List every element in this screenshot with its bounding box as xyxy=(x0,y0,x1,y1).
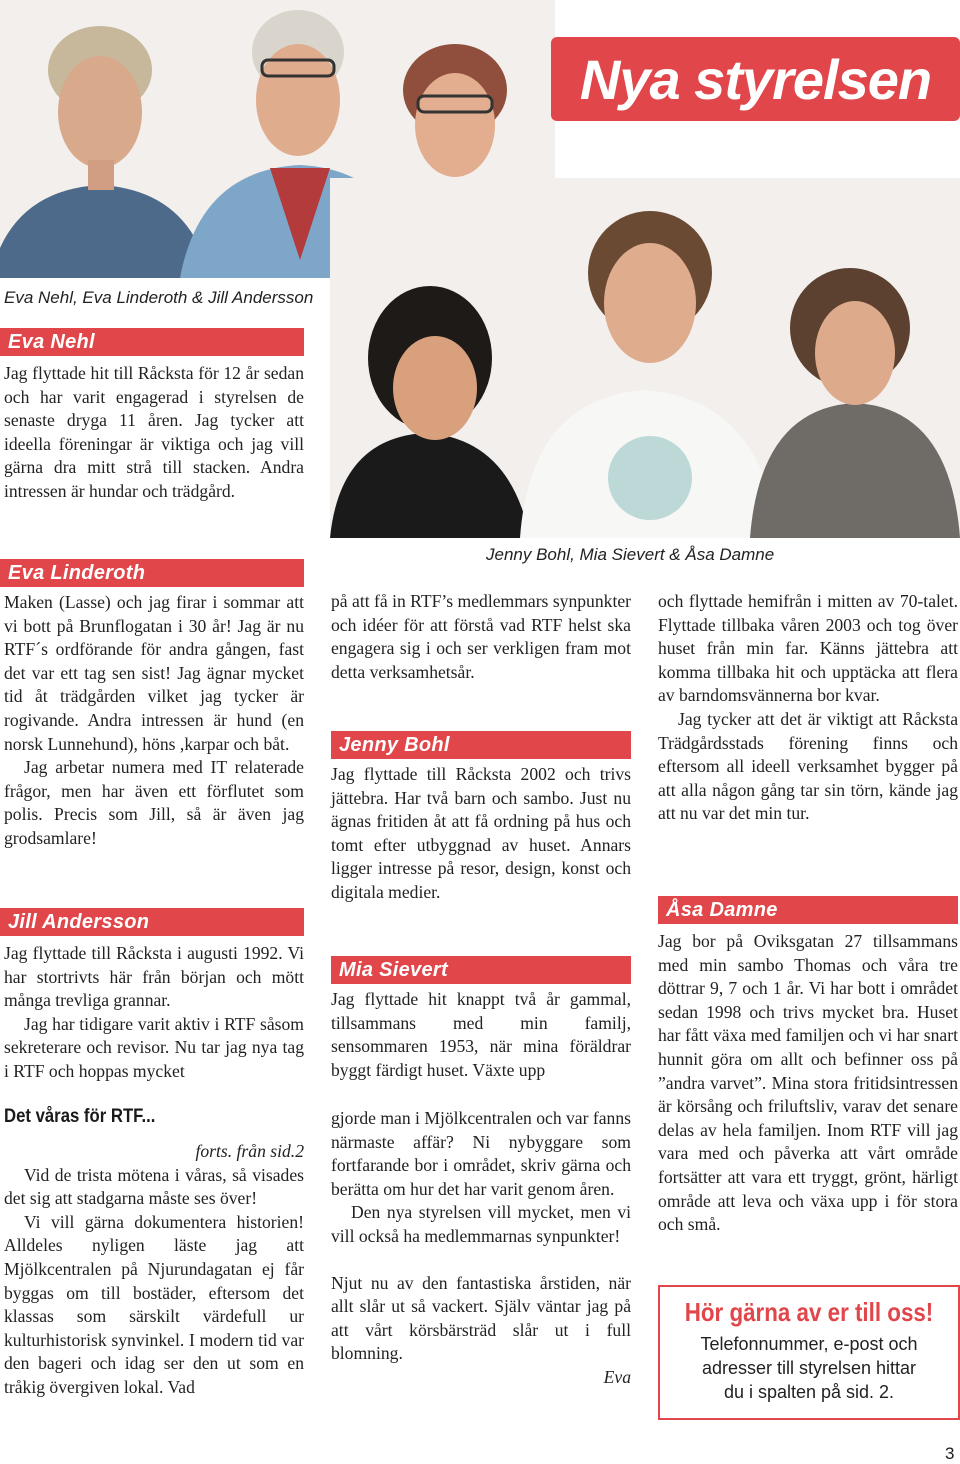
photo-right-illustration xyxy=(330,178,960,538)
text-jenny-bohl xyxy=(331,763,631,905)
contact-box-line: adresser till styrelsen hittar xyxy=(701,1358,917,1378)
contact-info-box xyxy=(658,1285,960,1420)
paragraph: Maken (Lasse) och jag firar i sommar att vi bott på Brunflogatan i 30 år! Jag är nu RTF´s ordförande för andra gången, fast det var ett tag sen sist! Jag ägnar mycket tid åt trädgården vilket jag tycker är rogivande. Andra intressen är hund (en norsk Lunnehund), höns ,karpar och båt. xyxy=(4,592,304,754)
forts-note: forts. från sid.2 xyxy=(195,1141,304,1161)
paragraph: Njut nu av den fantastiska årstiden, när allt slår ut så vackert. Själv väntar jag på att vårt körsbärsträd slår ut i full blomning. xyxy=(331,1272,631,1364)
page-title: Nya styrelsen xyxy=(579,47,932,111)
contact-box-line: Telefonnummer, e-post och xyxy=(700,1334,918,1354)
right-photo-caption: Jenny Bohl, Mia Sievert & Åsa Damne xyxy=(486,545,775,564)
paragraph: Jag flyttade hit knappt två år gammal, tillsammans med min familj, sensommaren 1953, när mina föräldrar byggt färdigt huset. Växte upp xyxy=(331,989,631,1080)
name-bar-mia-sievert: Mia Sievert xyxy=(331,956,631,984)
paragraph: Jag tycker att det är viktigt att Råcksta Trädgårdsstads förening finns och eftersom all ideell verksamhet bygger på att alla någon gång tar sin törn, kände jag att nu var det min tur. xyxy=(658,708,958,824)
text-varas xyxy=(4,1140,304,1400)
paragraph: Jag har tidigare varit aktiv i RTF såsom sekreterare och revisor. Nu tar jag nya tag i RTF och hoppas mycket xyxy=(4,1013,304,1081)
page-number: 3 xyxy=(945,1444,955,1463)
contact-box-line: du i spalten på sid. 2. xyxy=(723,1382,895,1402)
paragraph: Jag flyttade till Råcksta i augusti 1992. Vi har stortrivts här från början och mött många trevliga grannar. xyxy=(4,943,304,1011)
top-photo-caption: Eva Nehl, Eva Linderoth & Jill Andersson xyxy=(4,288,314,307)
paragraph: Vi vill gärna dokumentera historien! Alldeles nyligen läste jag att Mjölkcentralen på Njurundagatan ej får byggas om till bostäder, eftersom det klassas som särskilt värdefull ur kulturhistorisk synvinkel. I modern tid var den bageri och idag ser den ut som en tråkig övergiven lokal. Vad xyxy=(4,1211,304,1397)
paragraph: Jag bor på Oviksgatan 27 tillsammans med min sambo Thomas och våra tre döttrar 9, 7 och 1 år. Vi har bott i området sedan 1998 och trivs mycket bra. Huset har fått växa med familjen och vi har snart hunnit göra om allt och befinner oss på ”andra varvet”. Mina stora fritidsintressen är körsång och friluftsliv, varav det senare delas av hela familjen. Inom RTF vill jag vara med och påverka att vårt område fortsätter att vara ett tryggt, grönt, härligt område att leva och växa upp i för stora och små. xyxy=(658,931,958,1235)
paragraph: på att få in RTF’s medlemmars synpunkter och idéer för att förstå vad RTF helst ska engagera sig i och ser verkligen fram mot detta verksamhetsår. xyxy=(331,591,631,682)
name-bar-asa-damne: Åsa Damne xyxy=(658,896,958,924)
name-bar-eva-nehl: Eva Nehl xyxy=(0,328,304,356)
paragraph: Den nya styrelsen vill mycket, men vi vill också ha medlemmarnas synpunkter! xyxy=(331,1202,631,1246)
text-jill-andersson xyxy=(4,942,304,1084)
text-jill-continued xyxy=(331,590,631,684)
contact-box-text xyxy=(660,1332,958,1404)
paragraph: Jag flyttade till Råcksta 2002 och trivs jättebra. Har två barn och sambo. Just nu ägnas fritiden åt att få ordning på hus och tomt efter utbyggnad av huset. Annars ligger intresse på resor, design, konst och digitala medier. xyxy=(331,764,631,902)
name-bar-eva-linderoth: Eva Linderoth xyxy=(0,559,304,587)
text-eva-linderoth xyxy=(4,591,304,851)
paragraph: och flyttade hemifrån i mitten av 70-talet. Flyttade tillbaka våren 2003 och tog över huset från min far. Känns jättebra att komma tillbaka hit och upptäcka att flera av barndomsvännerna bor kvar. xyxy=(658,591,958,706)
text-varas-continued xyxy=(331,1107,631,1390)
text-asa-damne xyxy=(658,930,958,1237)
contact-box-title: Hör gärna av er till oss! xyxy=(684,1297,934,1327)
photo-right-group xyxy=(330,178,960,538)
text-mia-sievert xyxy=(331,988,631,1082)
text-mia-continued xyxy=(658,590,958,826)
signature: Eva xyxy=(603,1366,631,1387)
title-banner xyxy=(551,37,960,121)
text-eva-nehl xyxy=(4,362,304,504)
paragraph: Jag flyttade hit till Råcksta för 12 år sedan och har varit engagerad i styrelsen de senaste dryga 11 åren. Jag tycker att ideella föreningar är viktiga och jag vill gärna dra mitt strå till stacken. Andra intressen är hundar och trädgård. xyxy=(4,363,304,501)
varas-heading: Det våras för RTF... xyxy=(4,1106,156,1127)
name-bar-jill-andersson: Jill Andersson xyxy=(0,908,304,936)
name-bar-jenny-bohl: Jenny Bohl xyxy=(331,731,631,759)
paragraph: Vid de trista mötena i våras, så visades det sig att stadgarna måste ses över! xyxy=(4,1164,304,1209)
paragraph: gjorde man i Mjölkcentralen och var fanns närmaste affär? Ni nybyggare som fortfarande bor i området, skriv gärna och berätta om hur det har varit genom åren. xyxy=(331,1108,631,1199)
paragraph: Jag arbetar numera med IT relaterade frågor, men har även ett förflutet som polis. Precis som Jill, så är även jag grodsamlare! xyxy=(4,757,304,848)
